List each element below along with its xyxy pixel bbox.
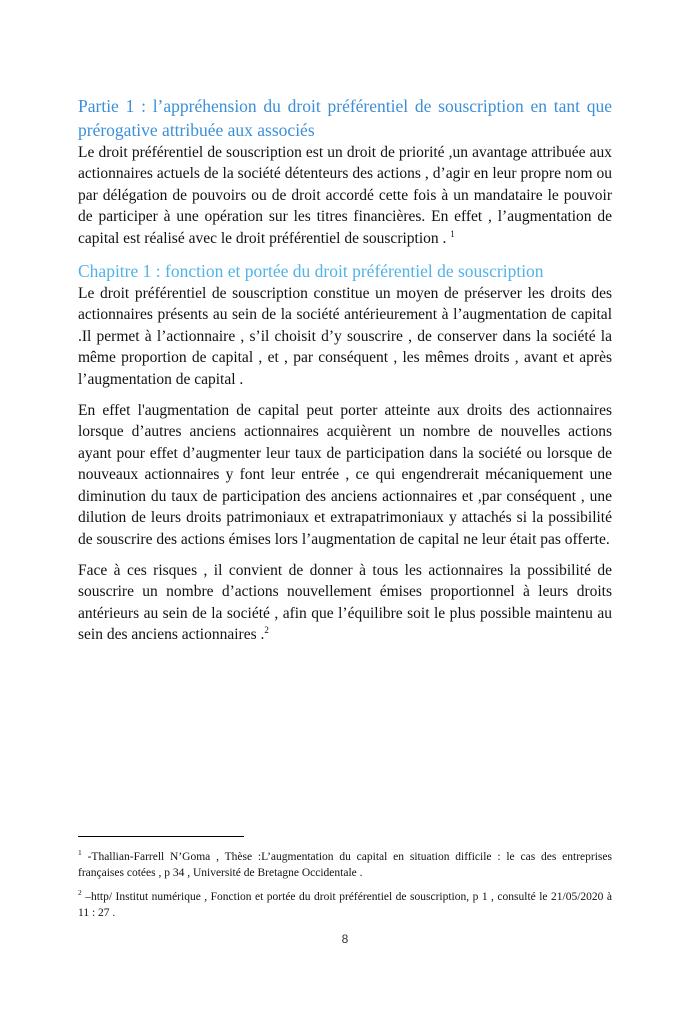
footnotes bbox=[78, 849, 612, 921]
intro-paragraph-text: Le droit préférentiel de souscription est un droit de priorité ,un avantage attribuée aux actionnaires actuels de la société détenteurs des actions , d’agir en leur propre nom ou par délégation de pouvoirs ou de droit accordé cette fois à un mandataire le pouvoir de participer à une opération sur les titres financières. En effet , l’augmentation de capital est réalisé avec le droit préférentiel de souscription . bbox=[78, 144, 612, 247]
paragraph-2: En effet l'augmentation de capital peut porter atteinte aux droits des actionnaires lorsque d’autres anciens actionnaires acquièrent un nombre de nouvelles actions ayant pour effet d’augmenter leur taux de participation dans la société ou lorsque de nouveaux actionnaires y font leur entrée , ce qui engendrerait mécaniquement une diminution du taux de participation des anciens actionnaires et ,par conséquent , une dilution de leurs droits patrimoniaux et extrapatrimoniaux y attachés si la possibilité de souscrire des actions émises lors l’augmentation de capital ne leur était pas offerte. bbox=[78, 402, 612, 548]
footnote-1 bbox=[78, 849, 612, 881]
page-number: 8 bbox=[341, 932, 349, 946]
part-heading: Partie 1 : l’appréhension du droit préférentiel de souscription en tant que prérogative attribuée aux associés bbox=[78, 96, 612, 140]
chapter-heading: Chapitre 1 : fonction et portée du droit préférentiel de souscription bbox=[78, 261, 544, 282]
footnote-ref-2[interactable]: 2 bbox=[264, 624, 269, 635]
main-content bbox=[78, 94, 612, 646]
footnote-2-number: 2 bbox=[78, 888, 82, 898]
footnote-1-text: -Thallian-Farrell N’Goma , Thèse :L’augmentation du capital en situation difficile : le cas des entreprises françaises cotées , p 34 , Université de Bretagne Occidentale . bbox=[78, 851, 612, 879]
intro-paragraph bbox=[78, 142, 612, 249]
footnote-ref-1[interactable]: 1 bbox=[450, 228, 455, 239]
footnote-separator bbox=[78, 836, 244, 837]
paragraph-1: Le droit préférentiel de souscription constitue un moyen de préserver les droits des actionnaires présents au sein de la société antérieurement à l’augmentation de capital .Il permet à l’actionnaire , s’il choisit d’y souscrire , de conserver dans la société la même proportion de capital , et , par conséquent , les mêmes droits , avant et après l’augmentation de capital . bbox=[78, 285, 612, 388]
paragraph-3 bbox=[78, 560, 612, 646]
footnote-2 bbox=[78, 889, 612, 921]
footnote-1-number: 1 bbox=[78, 848, 82, 858]
footnote-2-text: –http/ Institut numérique , Fonction et portée du droit préférentiel de souscription, p 1 , consulté le 21/05/2020 à 11 : 27 . bbox=[78, 891, 612, 919]
paragraph-3-text: Face à ces risques , il convient de donner à tous les actionnaires la possibilité de souscrire un nombre d’actions nouvellement émises proportionnel à leurs droits antérieurs au sein de la société , afin que l’équilibre soit le plus possible maintenu au sein des anciens actionnaires . bbox=[78, 561, 612, 644]
